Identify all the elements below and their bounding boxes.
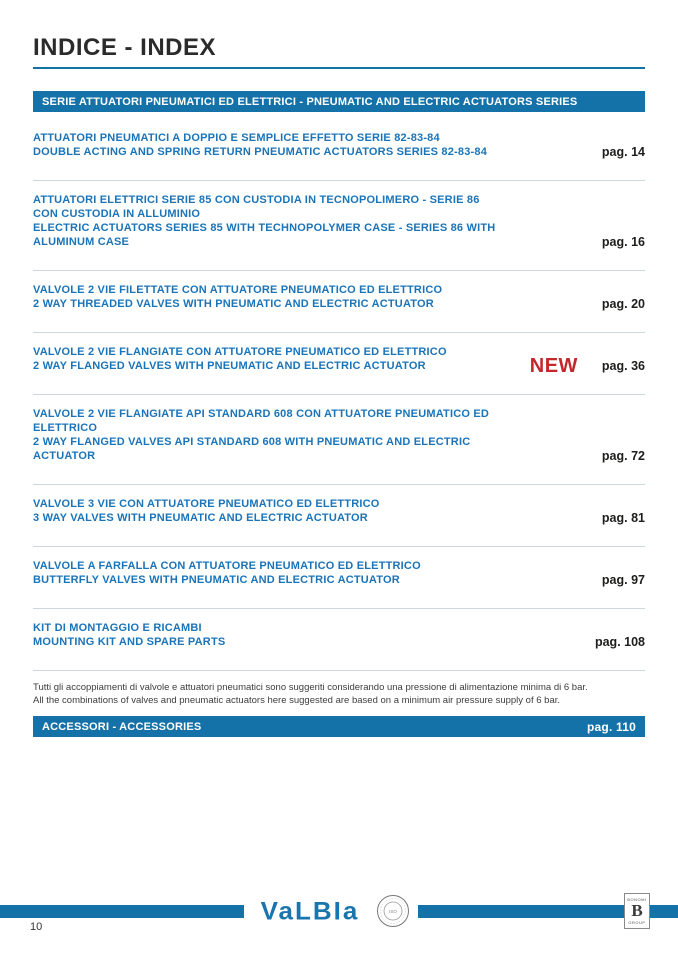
entry-title-en: 3 WAY VALVES WITH PNEUMATIC AND ELECTRIC ACTUATOR — [33, 512, 368, 524]
entry-page-ref: pag. 97 — [601, 573, 645, 587]
entry-title-it: VALVOLE 2 VIE FLANGIATE API STANDARD 608 CON ATTUATORE PNEUMATICO ED ELETTRICO — [33, 408, 490, 434]
bonomi-logo-letter: B — [631, 901, 643, 920]
footer-rule-left — [0, 905, 244, 918]
entry-titles — [33, 559, 421, 587]
entry-titles — [33, 621, 225, 649]
page-content — [0, 34, 678, 737]
footnote-it: Tutti gli accoppiamenti di valvole e attuatori pneumatici sono suggeriti considerando una pressione di alimentazione minima di 6 bar. — [33, 682, 588, 693]
index-entry-2way-flanged-api608-valves — [33, 395, 645, 485]
index-entry-pneumatic-actuators — [33, 119, 645, 181]
entry-titles — [33, 345, 447, 373]
entry-page-ref: pag. 108 — [594, 635, 645, 649]
accessories-section-header — [33, 716, 645, 737]
index-entry-electric-actuators — [33, 181, 645, 271]
entry-title-it: ATTUATORI PNEUMATICI A DOPPIO E SEMPLICE EFFETTO SERIE 82-83-84 — [33, 132, 440, 144]
new-badge: NEW — [529, 355, 578, 377]
certification-seal-icon — [376, 894, 410, 928]
page-title: INDICE - INDEX — [33, 34, 217, 61]
svg-text:ISO: ISO — [389, 909, 397, 914]
entry-title-en: 2 WAY THREADED VALVES WITH PNEUMATIC AND ELECTRIC ACTUATOR — [33, 298, 434, 310]
entry-title-en: DOUBLE ACTING AND SPRING RETURN PNEUMATIC ACTUATORS SERIES 82-83-84 — [33, 146, 488, 158]
page-number: 10 — [30, 921, 43, 933]
index-entry-butterfly-valves — [33, 547, 645, 609]
entry-right — [602, 573, 645, 587]
entry-right — [602, 235, 645, 249]
entry-page-ref: pag. 81 — [601, 511, 645, 525]
index-entry-mounting-kit — [33, 609, 645, 671]
pressure-footnote — [33, 681, 645, 707]
index-entry-2way-flanged-valves — [33, 333, 645, 395]
entry-title-it: VALVOLE A FARFALLA CON ATTUATORE PNEUMATICO ED ELETTRICO — [33, 560, 421, 572]
index-entry-3way-valves — [33, 485, 645, 547]
entry-title-en: 2 WAY FLANGED VALVES API STANDARD 608 WITH PNEUMATIC AND ELECTRIC ACTUATOR — [33, 436, 471, 462]
entry-title-it: VALVOLE 2 VIE FLANGIATE CON ATTUATORE PNEUMATICO ED ELETTRICO — [33, 346, 447, 358]
entry-right — [602, 145, 645, 159]
entry-page-ref: pag. 20 — [601, 297, 645, 311]
footer-rule-right — [650, 905, 678, 918]
entry-title-en: MOUNTING KIT AND SPARE PARTS — [33, 636, 226, 648]
title-underline — [33, 67, 645, 69]
entry-titles — [33, 407, 503, 463]
valbia-logo: VaLBIa — [260, 896, 360, 926]
series-section-label: SERIE ATTUATORI PNEUMATICI ED ELETTRICI - PNEUMATIC AND ELECTRIC ACTUATORS SERIES — [42, 95, 578, 108]
bonomi-logo-top-text: BONOMI — [627, 897, 647, 902]
index-entry-2way-threaded-valves — [33, 271, 645, 333]
series-section-header — [33, 91, 645, 112]
footnote-en: All the combinations of valves and pneumatic actuators here suggested are based on a minimum air pressure supply of 6 bar. — [33, 695, 561, 706]
bonomi-logo-bottom-text: GROUP — [628, 920, 646, 925]
entry-right — [602, 511, 645, 525]
entry-page-ref: pag. 72 — [601, 449, 645, 463]
entry-titles — [33, 131, 487, 159]
footer-rule-middle — [418, 905, 624, 918]
entry-title-it: VALVOLE 3 VIE CON ATTUATORE PNEUMATICO ED ELETTRICO — [33, 498, 380, 510]
entry-titles — [33, 497, 380, 525]
entry-title-it: ATTUATORI ELETTRICI SERIE 85 CON CUSTODIA IN TECNOPOLIMERO - SERIE 86 CON CUSTODIA IN ALLUMINIO — [33, 194, 480, 220]
entry-right — [602, 297, 645, 311]
entry-title-en: BUTTERFLY VALVES WITH PNEUMATIC AND ELECTRIC ACTUATOR — [33, 574, 400, 586]
bonomi-group-logo — [624, 893, 650, 929]
page-footer — [0, 893, 678, 929]
entry-title-it: KIT DI MONTAGGIO E RICAMBI — [33, 622, 202, 634]
entry-right — [602, 449, 645, 463]
entry-title-it: VALVOLE 2 VIE FILETTATE CON ATTUATORE PNEUMATICO ED ELETTRICO — [33, 284, 443, 296]
accessories-label: ACCESSORI - ACCESSORIES — [42, 720, 202, 733]
entry-page-ref: pag. 14 — [601, 145, 645, 159]
entry-title-en: ELECTRIC ACTUATORS SERIES 85 WITH TECHNOPOLYMER CASE - SERIES 86 WITH ALUMINUM CASE — [33, 222, 496, 248]
entry-page-ref: pag. 16 — [601, 235, 645, 249]
entry-right — [595, 635, 645, 649]
accessories-page-ref: pag. 110 — [587, 719, 636, 734]
entry-right — [529, 355, 645, 377]
entry-title-en: 2 WAY FLANGED VALVES WITH PNEUMATIC AND ELECTRIC ACTUATOR — [33, 360, 426, 372]
entry-page-ref: pag. 36 — [601, 359, 645, 373]
index-list — [33, 119, 645, 671]
entry-titles — [33, 283, 442, 311]
entry-titles — [33, 193, 503, 249]
